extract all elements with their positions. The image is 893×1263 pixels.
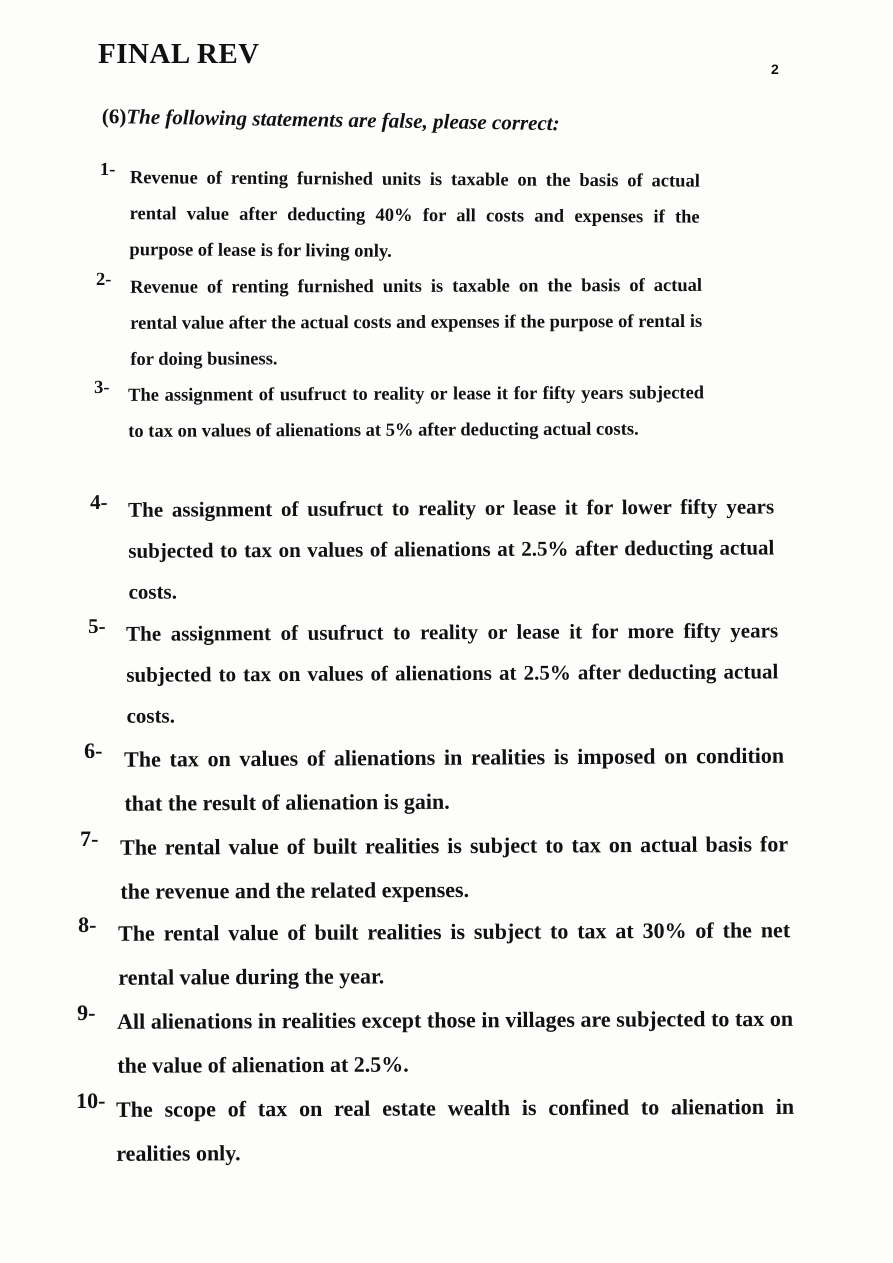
statement-text: The rental value of built realities is subject to tax on actual basis for the revenue and the related expenses. bbox=[120, 831, 789, 904]
statement-item bbox=[90, 486, 780, 604]
statement-number: 1- bbox=[99, 160, 116, 181]
statement-item bbox=[99, 160, 700, 262]
statement-number: 5- bbox=[88, 613, 106, 638]
statement-number: 3- bbox=[94, 377, 110, 398]
page-number: 2 bbox=[771, 61, 779, 77]
section-number: (6) bbox=[101, 104, 127, 129]
statement-text: The assignment of usufruct to reality or lease it for lower fifty years subjected to tax on values of alienations at 2.5% after deducting actual costs. bbox=[128, 494, 775, 604]
statement-text: The tax on values of alienations in realities is imposed on condition that the result of alienation is gain. bbox=[124, 742, 785, 816]
statement-number: 6- bbox=[84, 737, 103, 763]
statement-text: The rental value of built realities is subject to tax at 30% of the net rental value during the year. bbox=[118, 917, 791, 990]
document-title: FINAL REV bbox=[98, 38, 260, 70]
statement-number: 4- bbox=[90, 489, 108, 514]
statement-number: 9- bbox=[77, 999, 96, 1025]
statement-number: 10- bbox=[76, 1087, 106, 1113]
statement-text: Revenue of renting furnished units is taxable on the basis of actual rental value after the actual costs and expenses if the purpose of rental is for doing business. bbox=[130, 275, 703, 370]
statement-number: 7- bbox=[80, 825, 99, 851]
statement-text: The assignment of usufruct to reality or lease it for fifty years subjected to tax on values of alienations at 5% after deducting actual costs. bbox=[128, 383, 705, 442]
section-instruction bbox=[102, 104, 560, 136]
statement-text: The assignment of usufruct to reality or lease it for more fifty years subjected to tax on values of alienations at 2.5% after deducting actual costs. bbox=[126, 618, 779, 728]
statement-text: Revenue of renting furnished units is taxable on the basis of actual rental value after deducting 40% for all costs and expenses if the purpose of lease is for living only. bbox=[129, 168, 700, 262]
statement-text: The scope of tax on real estate wealth is confined to alienation in realities only. bbox=[116, 1093, 795, 1166]
section-instruction-text: The following statements are false, please correct: bbox=[126, 104, 560, 136]
statement-number: 2- bbox=[96, 269, 112, 290]
statement-text: All alienations in realities except those in villages are subjected to tax on the value of alienation at 2.5%. bbox=[117, 1005, 794, 1078]
statement-number: 8- bbox=[78, 911, 97, 937]
